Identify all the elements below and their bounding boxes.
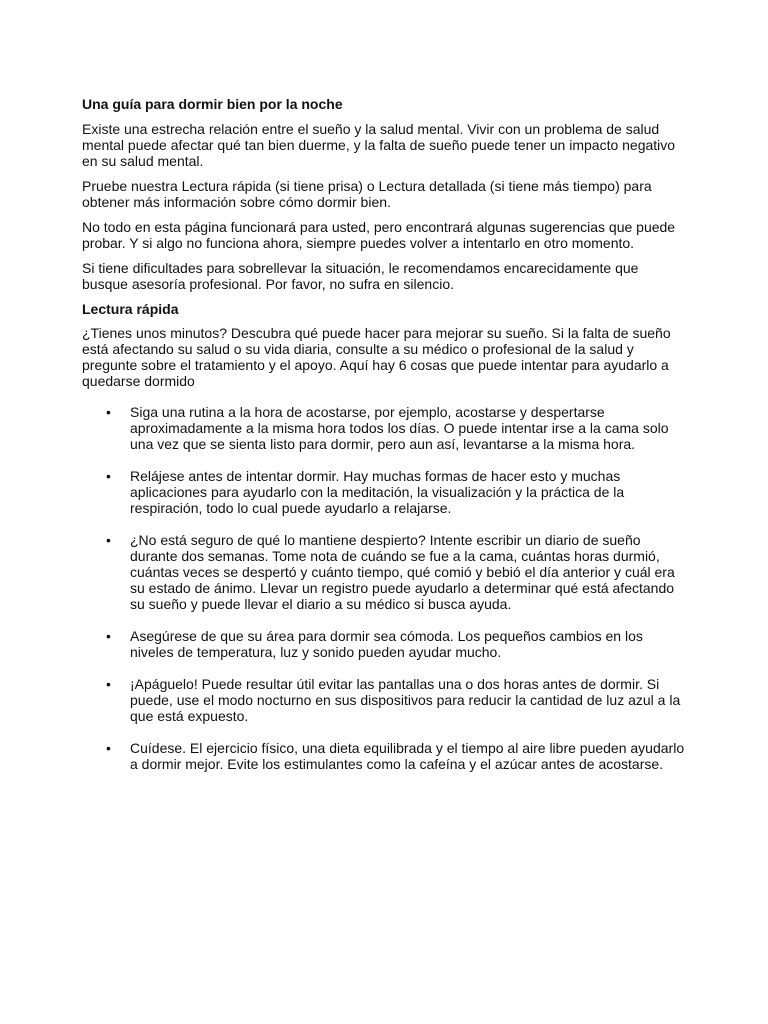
section-intro-paragraph: ¿Tienes unos minutos? Descubra qué puede hacer para mejorar su sueño. Si la falta de sueño está afectando su salud o su vida diaria, consulte a su médico o profesional de la salud y pregunte sobre el tratamiento y el apoyo. Aquí hay 6 cosas que puede intentar para ayudarlo a quedarse dormido [82, 325, 671, 389]
section-title-lectura-rapida: Lectura rápida [82, 301, 179, 317]
tip-item-comfortable-area [82, 628, 688, 660]
tip-text: Asegúrese de que su área para dormir sea cómoda. Los pequeños cambios en los niveles de temperatura, luz y sonido pueden ayudar mucho. [130, 628, 643, 660]
intro-paragraph-1: Existe una estrecha relación entre el sueño y la salud mental. Vivir con un problema de salud mental puede afectar qué tan bien duerme, y la falta de sueño puede tener un impacto negativo en su salud mental. [82, 121, 676, 169]
tip-text: Cuídese. El ejercicio físico, una dieta equilibrada y el tiempo al aire libre pueden ayudarlo a dormir mejor. Evite los estimulantes como la cafeína y el azúcar antes de acostarse. [130, 740, 685, 772]
tips-list [82, 404, 688, 772]
document-title: Una guía para dormir bien por la noche [82, 96, 343, 112]
intro-paragraph-3: No todo en esta página funcionará para usted, pero encontrará algunas sugerencias que puede probar. Y si algo no funciona ahora, siempre puedes volver a intentarlo en otro momento. [82, 219, 676, 251]
tip-item-routine [82, 404, 688, 452]
tip-item-self-care [82, 740, 688, 772]
tip-text: Siga una rutina a la hora de acostarse, por ejemplo, acostarse y despertarse aproximadamente a la misma hora todos los días. O puede intentar irse a la cama solo una vez que se sienta listo para dormir, pero aun así, levantarse a la misma hora. [130, 404, 669, 452]
tip-item-screens-off [82, 676, 688, 724]
intro-paragraph-2: Pruebe nuestra Lectura rápida (si tiene prisa) o Lectura detallada (si tiene más tiempo) para obtener más información sobre cómo dormir bien. [82, 178, 652, 210]
document-page [82, 96, 688, 788]
intro-paragraph-4: Si tiene dificultades para sobrellevar la situación, le recomendamos encarecidamente que busque asesoría profesional. Por favor, no sufra en silencio. [82, 260, 639, 292]
tip-item-relax [82, 468, 688, 516]
bullet-icon: • [106, 404, 111, 420]
tip-text: Relájese antes de intentar dormir. Hay muchas formas de hacer esto y muchas aplicaciones para ayudarlo con la meditación, la visualización y la práctica de la respiración, todo lo cual puede ayudarlo a relajarse. [130, 468, 625, 516]
bullet-icon: • [106, 628, 111, 644]
bullet-icon: • [106, 468, 111, 484]
bullet-icon: • [106, 532, 111, 548]
tip-text: ¡Apáguelo! Puede resultar útil evitar las pantallas una o dos horas antes de dormir. Si puede, use el modo nocturno en sus dispositivos para reducir la cantidad de luz azul a la que está expuesto. [130, 676, 681, 724]
tip-item-sleep-diary [82, 532, 688, 612]
bullet-icon: • [106, 676, 111, 692]
tip-text: ¿No está seguro de qué lo mantiene despierto? Intente escribir un diario de sueño durante dos semanas. Tome nota de cuándo se fue a la cama, cuántas horas durmió, cuántas veces se despertó y cuánto tiempo, qué comió y bebió el día anterior y cuál era su estado de ánimo. Llevar un registro puede ayudarlo a determinar qué está afectando su sueño y puede llevar el diario a su médico si busca ayuda. [130, 532, 675, 612]
bullet-icon: • [106, 740, 111, 756]
